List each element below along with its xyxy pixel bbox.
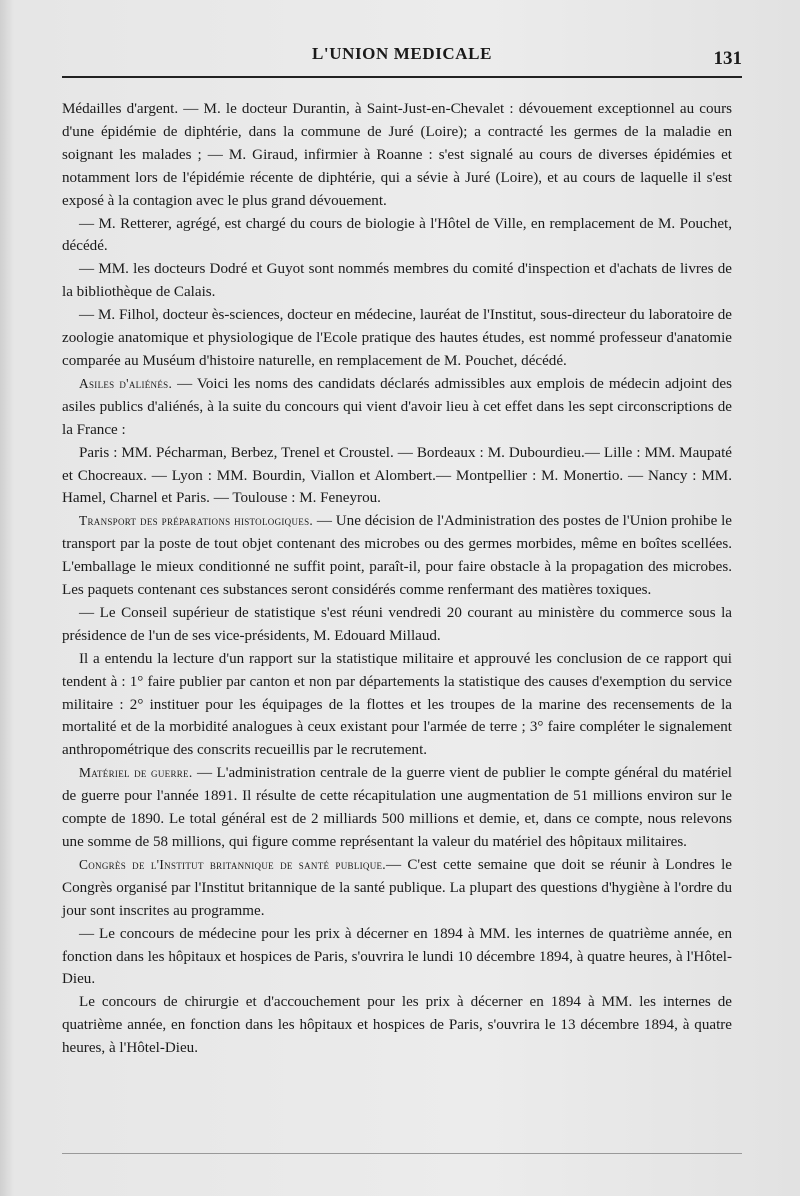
paragraph-text: Médailles d'argent. — M. le docteur Durantin, à Saint-Just-en-Chevalet : dévouement exceptionnel au cours d'une épidémie de diphtérie, dans la commune de Juré (Loire); a contracté les germes de la maladie en soignant les malades ; — M. Giraud, infirmier à Roanne : s'est signalé au cours de diverses épidémies et notamment lors de l'épidémie récente de diphtérie, qui a sévie à Juré (Loire), et au cours de laquelle il s'est exposé à la contagion avec le plus grand dévouement. — [62, 101, 732, 209]
section-lead: Congrès de l'Institut britannique de santé publique. — [79, 856, 386, 872]
paragraph-text: — L'administration centrale de la guerre vient de publier le compte général du matériel de guerre pour l'année 1891. Il résulte de cette récapitulation une augmentation de 51 millions environ sur le compte de 1890. Le total général est de 2 milliards 500 millions et demie, et, dans ce compte, nous relevons une somme de 58 millions, qui figure comme représentant la valeur du matériel des hôpitaux militaires. — [62, 765, 733, 850]
paragraph-text: — MM. les docteurs Dodré et Guyot sont nommés membres du comité d'inspection et d'achats de livres de la bibliothèque de Calais. — [62, 261, 732, 301]
paragraph — [62, 442, 732, 511]
paragraph — [62, 923, 732, 992]
section-lead: Asiles d'aliénés. — [79, 375, 173, 391]
paragraph — [62, 98, 732, 213]
running-title: L'UNION MEDICALE — [311, 44, 493, 63]
paragraph-text: Paris : MM. Pécharman, Berbez, Trenel et Croustel. — Bordeaux : M. Dubourdieu.— Lille : MM. Maupaté et Chocreaux. — Lyon : MM. Bourdin, Viallon et Alombert.— Montpellier : M. Monertio. — Nancy : MM. Hamel, Charnel et Paris. — Toulouse : M. Feneyrou. — [62, 444, 732, 507]
header-rule — [62, 76, 742, 78]
paragraph — [62, 304, 732, 373]
paragraph-text: — M. Filhol, docteur ès-sciences, docteur en médecine, lauréat de l'Institut, sous-directeur du laboratoire de zoologie anatomique et physiologique de l'Ecole pratique des hautes études, est nommé professeur d'anatomie comparée au Muséum d'histoire naturelle, en remplacement de M. Pouchet, décédé. — [62, 307, 732, 369]
section-lead: Matériel de guerre. — [79, 765, 193, 781]
paragraph — [62, 648, 732, 763]
body-text — [62, 98, 732, 1060]
paragraph-text: — Le concours de médecine pour les prix à décerner en 1894 à MM. les internes de quatrième année, en fonction dans les hôpitaux et hospices de Paris, s'ouvrira le lundi 10 décembre 1894, à quatre heures, à l'Hôtel-Dieu. — [62, 925, 732, 988]
paragraph-text: — C'est cette semaine que doit se réunir à Londres le Congrès organisé par l'Institut britannique de la santé publique. La plupart des questions d'hygiène à l'ordre du jour sont inscrites au programme. — [62, 856, 732, 919]
paragraph — [62, 373, 732, 442]
paragraph-text: — Une décision de l'Administration des postes de l'Union prohibe le transport par la poste de tout objet contenant des microbes ou des germes morbides, même en boîtes scellées. L'emballage le mieux conditionné ne suffit point, paraît-il, pour faire obstacle à la propagation des microbes. Les paquets contenant ces substances seront considérés comme renfermant des matières toxiques. — [62, 513, 732, 599]
section-lead: Transport des préparations histologiques. — [79, 513, 314, 529]
page-number: 131 — [713, 48, 742, 69]
paragraph — [62, 854, 732, 923]
paragraph-text: — Le Conseil supérieur de statistique s'est réuni vendredi 20 courant au ministère du commerce sous la présidence de l'un de ses vice-présidents, M. Edouard Millaud. — [62, 604, 732, 644]
paragraph — [62, 213, 732, 259]
page-header — [62, 44, 742, 84]
paragraph — [62, 602, 732, 648]
paragraph-text: Le concours de chirurgie et d'accouchement pour les prix à décerner en 1894 à MM. les internes de quatrième année, en fonction dans les hôpitaux et hospices de Paris, s'ouvrira le 13 décembre 1894, à quatre heures, à l'Hôtel-Dieu. — [62, 994, 732, 1057]
paragraph-text: — M. Retterer, agrégé, est chargé du cours de biologie à l'Hôtel de Ville, en remplacement de M. Pouchet, décédé. — [62, 215, 732, 255]
paragraph-text: Il a entendu la lecture d'un rapport sur la statistique militaire et approuvé les conclusion de ce rapport qui tendent à : 1° faire publier par canton et non par départements la statistique des causes d'exemption du service militaire : 2° instituer pour les équipages de la flottes et les troupes de la marine des recensements de la mortalité et de la morbidité analogues à ceux existant pour l'armée de terre ; 3° faire compléter le signalement anthropométrique des conscrits recueillis par le recrutement. — [62, 650, 732, 759]
paragraph-text: — Voici les noms des candidats déclarés admissibles aux emplois de médecin adjoint des asiles publics d'aliénés, à la suite du concours qui vient d'avoir lieu à cet effet dans les sept circonscriptions de la France : — [62, 375, 732, 438]
footer-rule — [62, 1153, 742, 1166]
paragraph — [62, 258, 732, 304]
paragraph — [62, 510, 732, 602]
paragraph — [62, 991, 732, 1060]
paragraph — [62, 762, 732, 854]
